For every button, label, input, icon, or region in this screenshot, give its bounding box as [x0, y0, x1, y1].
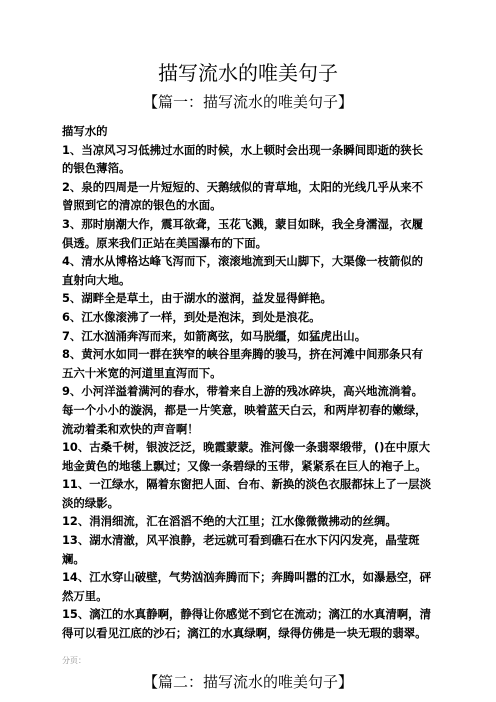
- page-break-label: 分页：: [62, 656, 86, 665]
- list-item: 13、湖水清澈，风平浪静，老远就可看到礁石在水下闪闪发亮，晶莹斑斓。: [62, 533, 420, 566]
- list-item: 15、漓江的水真静啊，静得让你感觉不到它在流动；漓江的水真清啊，清得可以看见江底的沙石；漓江的水真绿啊，绿得仿佛是一块无瑕的翡翠。: [62, 607, 431, 641]
- section-heading-2: 【篇二：描写流水的唯美句子】: [142, 673, 353, 691]
- document-body: [62, 122, 434, 643]
- list-item: 3、那时崩潮大作，震耳欲聋，玉花飞溅，蒙目如眯，我全身濡湿，衣履俱透。原来我们正站在美国瀑布的下面。: [62, 216, 424, 250]
- list-item: 2、泉的四周是一片短短的、天鹅绒似的青草地，太阳的光线几乎从来不曾照到它的清凉的银色的水面。: [62, 179, 424, 213]
- document-title: 描写流水的唯美句子: [158, 61, 338, 85]
- list-item: 4、清水从博格达峰飞泻而下，滚滚地流到天山脚下，大渠像一枝箭似的直射向大地。: [62, 254, 424, 287]
- list-item: 14、江水穿山破壁，气势汹汹奔腾而下；奔腾叫嚣的江水，如瀑悬空，砰然万里。: [62, 570, 431, 603]
- list-item: 11、一江绿水，隔着东窗把人面、台布、新换的淡色衣服都抹上了一层淡淡的绿影。: [62, 477, 431, 510]
- list-item: 8、黄河水如同一群在狭窄的峡谷里奔腾的骏马，挤在河滩中间那条只有五六十米宽的河道里直泻而下。: [62, 347, 424, 380]
- list-item: 9、小河洋溢着满河的春水，带着来自上游的残冰碎块，高兴地流淌着。每一个小小的漩涡，都是一片笑意，映着蓝天白云，和两岸初春的嫩绿，流动着柔和欢快的声音啊！: [62, 384, 427, 436]
- list-item: 1、当凉风习习低拂过水面的时候，水上顿时会出现一条瞬间即逝的狭长的银色薄箔。: [62, 142, 424, 176]
- intro-line: 描写水的: [62, 124, 108, 138]
- list-item: 6、江水像滚沸了一样，到处是泡沫，到处是浪花。: [62, 309, 321, 324]
- list-item: 5、湖畔全是草土，由于湖水的滋润，益发显得鲜艳。: [62, 291, 332, 306]
- list-item: 10、古桑千树，银波泛泛，晚霞蒙蒙。淮河像一条翡翠缎带，()在中原大地金黄色的地毯上飘过；又像一条碧绿的玉带，紧紧系在巨人的袍子上。: [62, 440, 430, 473]
- list-item: 12、涓涓细流，汇在滔滔不绝的大江里；江水像微微拂动的丝绸。: [62, 514, 397, 529]
- section-heading-1: 【篇一：描写流水的唯美句子】: [142, 93, 353, 111]
- list-item: 7、江水汹涌奔泻而来，如箭离弦，如马脱缰，如猛虎出山。: [62, 328, 367, 343]
